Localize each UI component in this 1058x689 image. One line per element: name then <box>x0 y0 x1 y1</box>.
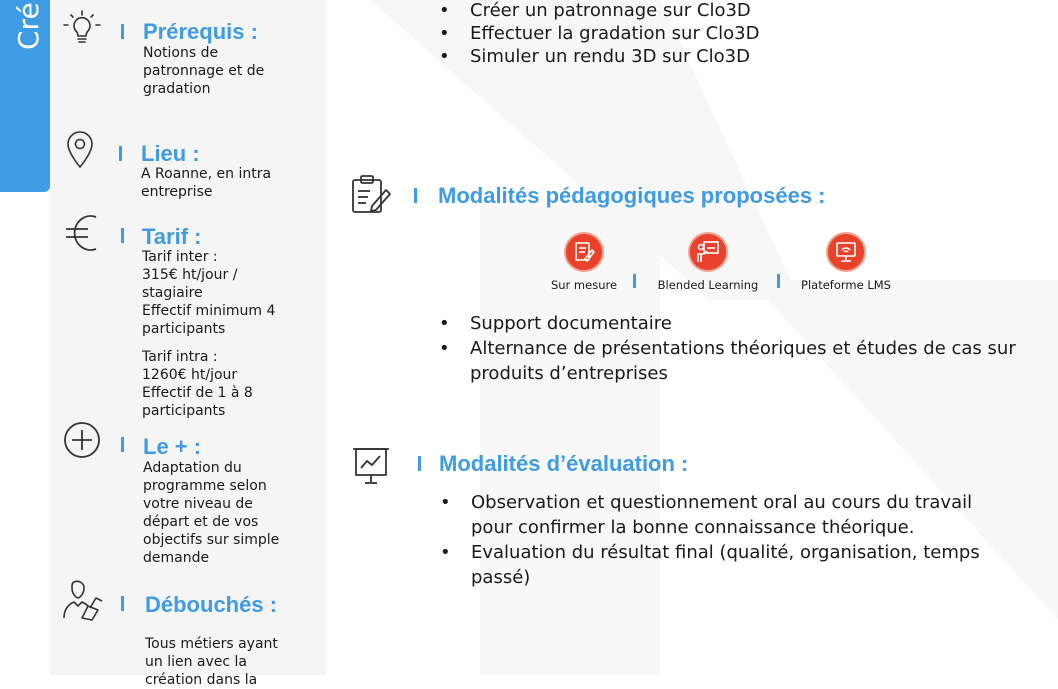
text-line: Tarif inter : <box>142 249 218 265</box>
presentation-chart-icon <box>350 444 392 486</box>
plus-circle-icon <box>62 420 102 460</box>
side-tab-label: Cré <box>12 2 45 50</box>
list-item: • Observation et questionnement oral au cours du travail pour confirmer la bonne connaissance théorique. <box>438 490 1018 540</box>
text-line: patronnage et de <box>143 63 265 79</box>
mode-plateforme-lms <box>796 232 896 292</box>
accent-bar <box>121 24 124 39</box>
tarif-intra-text <box>142 348 253 420</box>
objectives-list <box>437 0 997 68</box>
location-pin-icon <box>65 130 95 170</box>
career-person-icon <box>60 578 104 622</box>
mode-label: Sur mesure <box>550 278 618 292</box>
lieu-text <box>141 165 271 201</box>
pedagogie-heading: Modalités pédagogiques proposées : <box>438 183 826 208</box>
text-line: création dans la <box>145 672 258 688</box>
text-line: un lien avec la <box>145 654 248 670</box>
list-item: • Créer un patronnage sur Clo3D <box>437 0 997 22</box>
text-line: Effectif minimum 4 <box>142 303 276 319</box>
list-item: • Alternance de présentations théoriques et études de cas sur produits d’entreprises <box>437 336 1027 386</box>
text-line: 1260€ ht/jour <box>142 367 238 383</box>
euro-icon <box>64 211 100 255</box>
text-line: Tous métiers ayant <box>145 636 278 652</box>
prerequis-text <box>143 44 264 98</box>
text-line: stagiaire <box>142 285 203 301</box>
text-line: votre niveau de <box>143 496 253 512</box>
accent-bar <box>121 596 124 611</box>
text-line: départ et de vos <box>143 514 259 530</box>
mode-label: Blended Learning <box>657 278 759 292</box>
debouches-heading: Débouchés : <box>145 592 278 617</box>
leplus-text <box>143 459 279 567</box>
blended-learning-icon <box>688 232 728 272</box>
mode-blended-learning <box>652 232 764 292</box>
list-item: • Support documentaire <box>437 311 1027 336</box>
text-line: Effectif de 1 à 8 <box>142 385 253 401</box>
tarif-heading: Tarif : <box>142 224 202 249</box>
clipboard-edit-icon <box>350 173 392 215</box>
prerequis-heading: Prérequis : <box>143 19 258 44</box>
list-item: • Evaluation du résultat final (qualité, organisation, temps passé) <box>438 540 1018 590</box>
pedagogie-list <box>437 311 1027 386</box>
accent-bar <box>119 146 122 161</box>
mode-sur-mesure <box>546 232 622 292</box>
list-item: • Effectuer la gradation sur Clo3D <box>437 22 997 45</box>
text-line: Adaptation du <box>143 460 242 476</box>
text-line: entreprise <box>141 184 213 200</box>
list-item: • Simuler un rendu 3D sur Clo3D <box>437 45 997 68</box>
debouches-text <box>145 635 278 689</box>
text-line: A Roanne, en intra <box>141 166 272 182</box>
text-line: gradation <box>143 81 211 97</box>
accent-bar <box>121 228 124 243</box>
evaluation-heading: Modalités d’évaluation : <box>439 451 689 476</box>
text-line: participants <box>142 403 226 419</box>
evaluation-list <box>438 490 1018 590</box>
accent-bar <box>418 456 421 471</box>
separator <box>777 274 780 288</box>
lieu-heading: Lieu : <box>141 141 200 166</box>
accent-bar <box>414 188 417 203</box>
separator <box>633 274 636 288</box>
side-tab <box>0 0 50 192</box>
lightbulb-icon <box>62 9 102 49</box>
custom-made-icon <box>564 232 604 272</box>
text-line: Notions de <box>143 45 219 61</box>
tarif-inter-text <box>142 248 275 338</box>
text-line: Tarif intra : <box>142 349 218 365</box>
text-line: participants <box>142 321 226 337</box>
accent-bar <box>121 437 124 452</box>
text-line: demande <box>143 550 210 566</box>
lms-platform-icon <box>826 232 866 272</box>
text-line: objectifs sur simple <box>143 532 280 548</box>
text-line: 315€ ht/jour / <box>142 267 238 283</box>
leplus-heading: Le + : <box>143 434 202 459</box>
text-line: programme selon <box>143 478 267 494</box>
mode-label: Plateforme LMS <box>801 278 891 292</box>
